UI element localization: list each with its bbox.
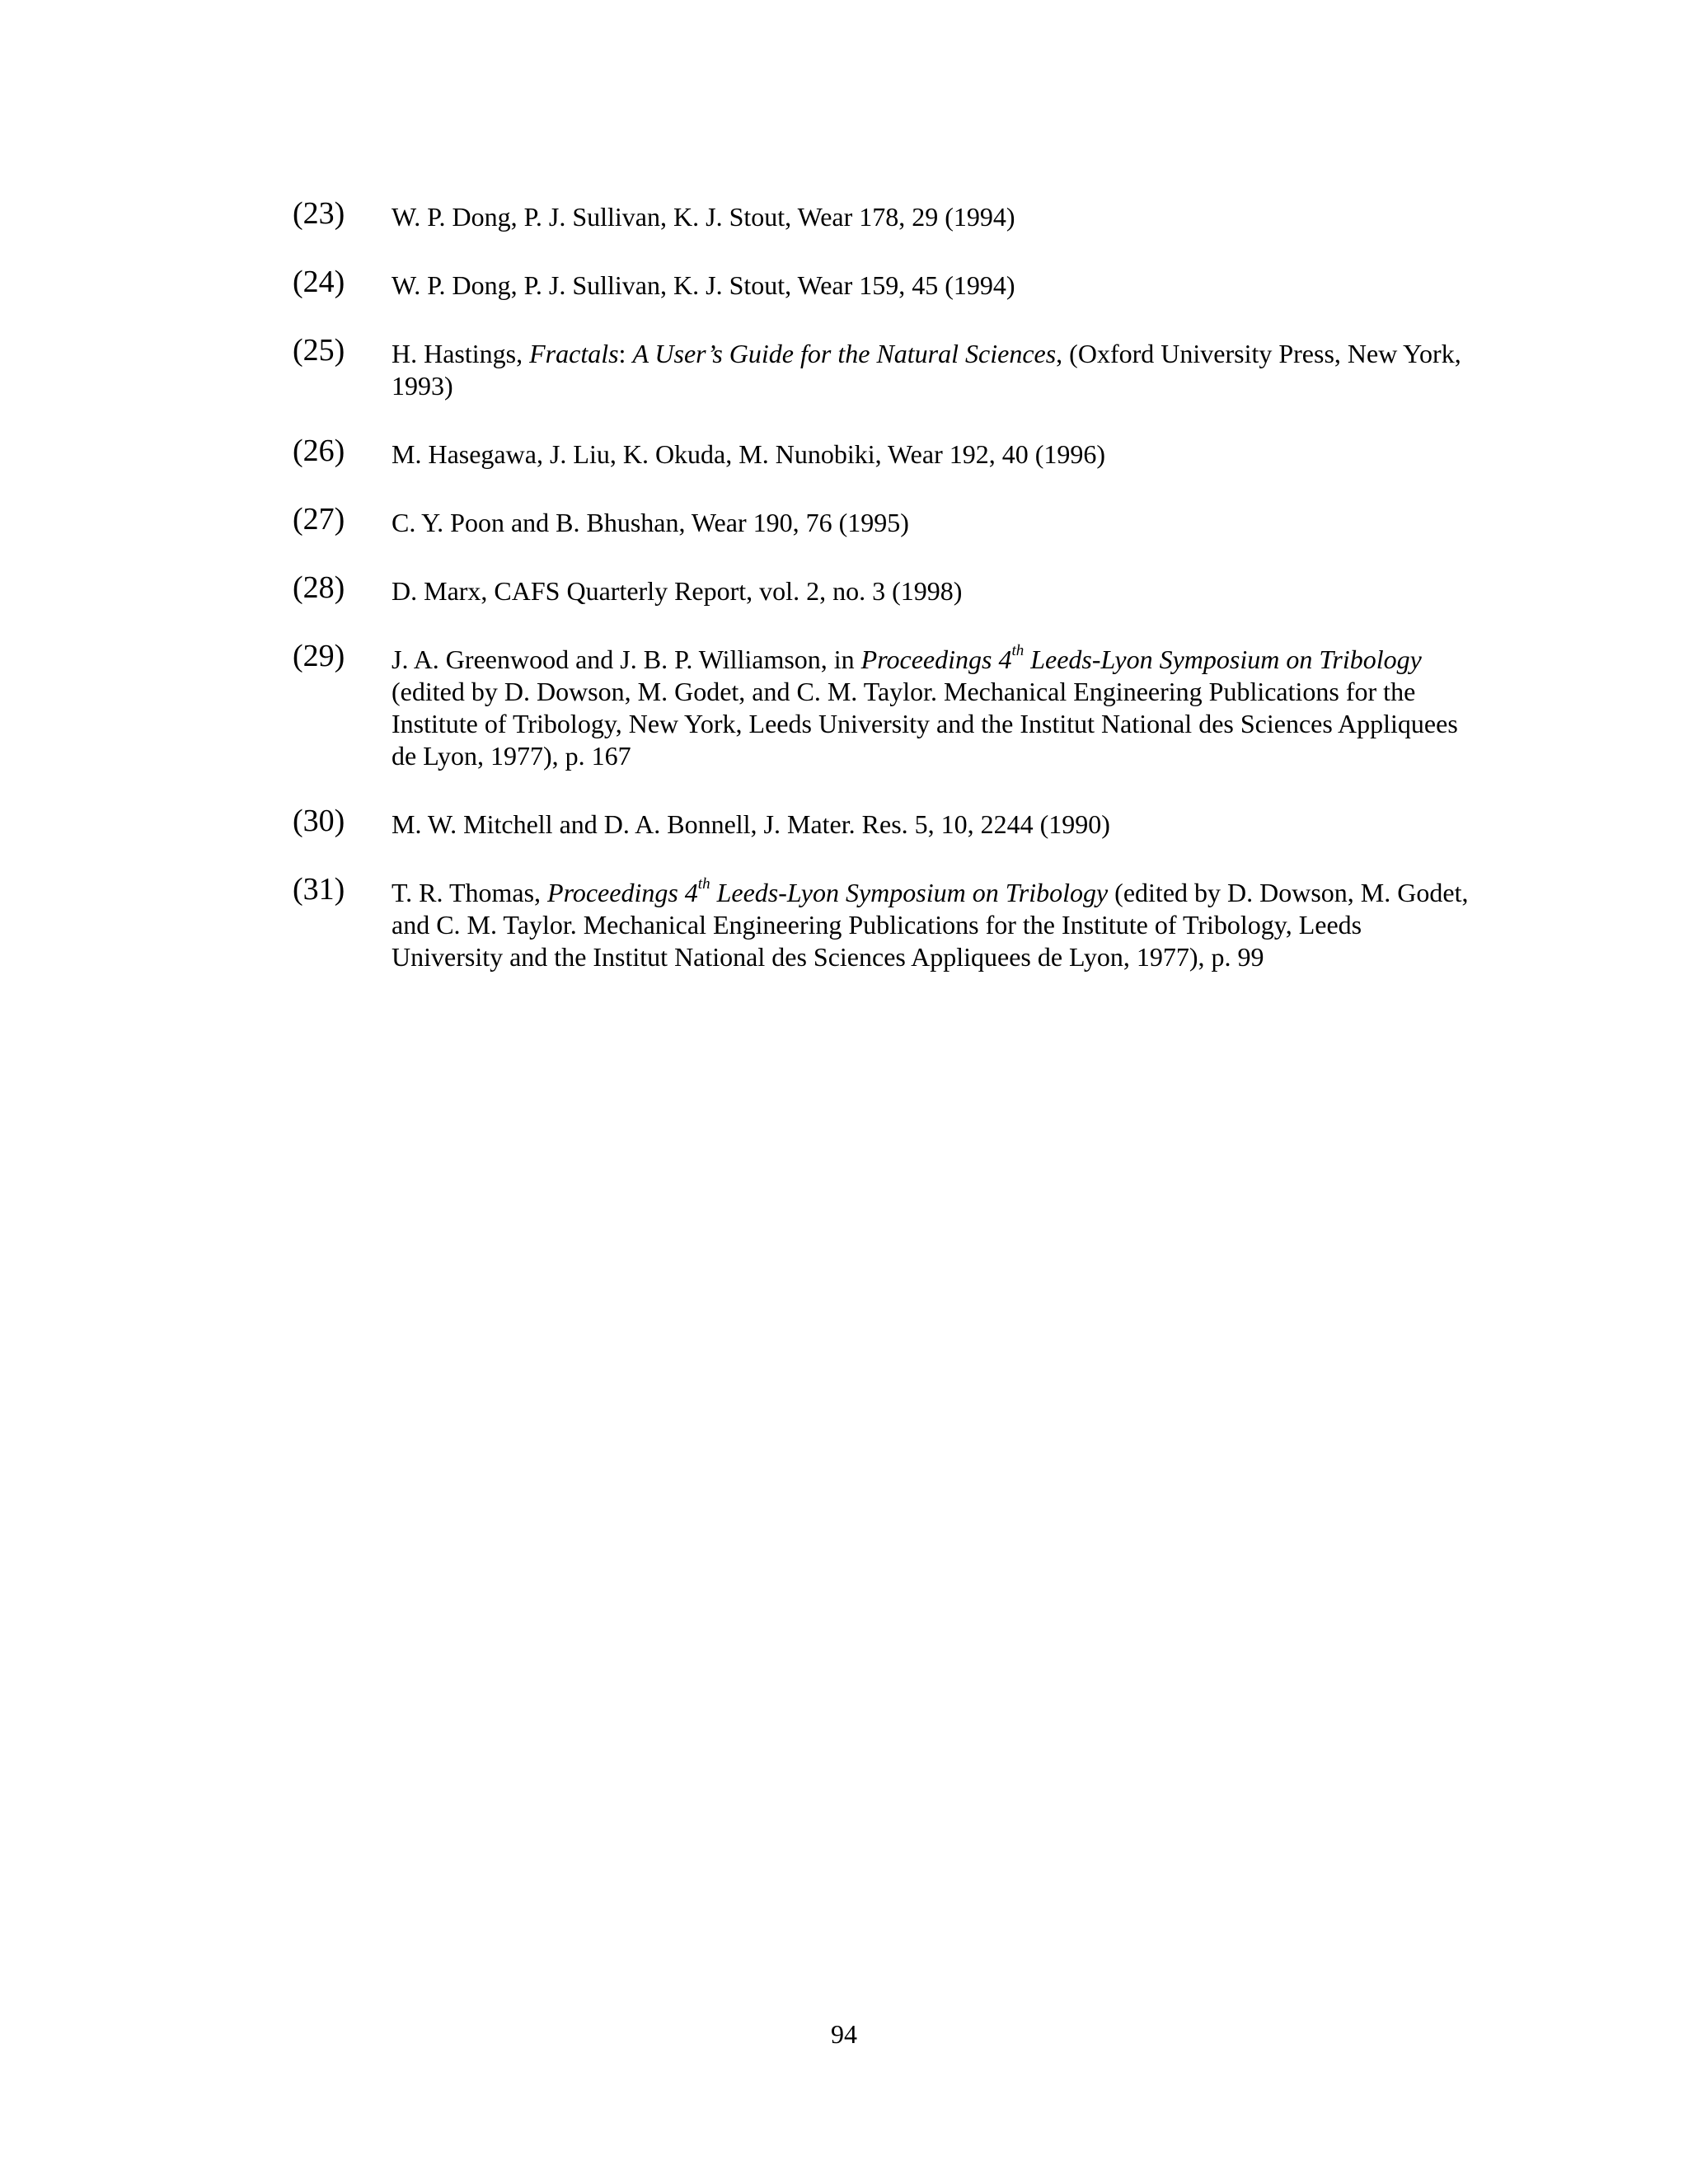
reference-list	[293, 196, 1479, 1005]
reference-text	[392, 639, 1479, 772]
reference-number: (27)	[293, 502, 345, 537]
reference-number: (26)	[293, 434, 345, 468]
text-run: C. Y. Poon and B. Bhushan, Wear 190, 76 (1995)	[392, 508, 909, 537]
reference-number: (24)	[293, 265, 345, 299]
reference-number: (29)	[293, 639, 345, 673]
reference-item	[293, 434, 1479, 471]
text-run: M. Hasegawa, J. Liu, K. Okuda, M. Nunobiki, Wear 192, 40 (1996)	[392, 439, 1106, 469]
text-run: :	[618, 339, 633, 368]
reference-text	[392, 804, 1479, 841]
reference-number: (31)	[293, 872, 345, 907]
text-run: T. R. Thomas,	[392, 878, 548, 907]
italic-text: Fractals	[529, 339, 619, 368]
superscript-text: th	[1011, 642, 1025, 660]
italic-text: Leeds-Lyon Symposium on Tribology	[710, 878, 1109, 907]
reference-item	[293, 265, 1479, 302]
text-run: H. Hastings,	[392, 339, 530, 368]
reference-text	[392, 570, 1479, 607]
italic-text: Leeds-Lyon Symposium on Tribology	[1024, 644, 1422, 674]
reference-text	[392, 265, 1479, 302]
text-run: D. Marx, CAFS Quarterly Report, vol. 2, no. 3 (1998)	[392, 576, 963, 606]
italic-text: Proceedings 4	[547, 878, 698, 907]
reference-item	[293, 639, 1479, 772]
italic-text: A User’s Guide for the Natural Sciences	[632, 339, 1057, 368]
reference-item	[293, 502, 1479, 539]
reference-number: (30)	[293, 804, 345, 838]
reference-text	[392, 872, 1479, 973]
superscript-text: th	[697, 875, 710, 893]
reference-text	[392, 502, 1479, 539]
text-run: W. P. Dong, P. J. Sullivan, K. J. Stout, Wear 159, 45 (1994)	[392, 270, 1015, 300]
text-run: (edited by D. Dowson, M. Godet, and C. M. Taylor. Mechanical Engineering Publications for the Institute of Tribology, Leeds University and the Institut National des Sciences Appliquees de Lyon, 1977), p. 99	[392, 878, 1469, 972]
reference-number: (23)	[293, 196, 345, 231]
reference-text	[392, 434, 1479, 471]
reference-number: (28)	[293, 570, 345, 605]
text-run: W. P. Dong, P. J. Sullivan, K. J. Stout, Wear 178, 29 (1994)	[392, 202, 1015, 232]
reference-item	[293, 333, 1479, 402]
text-run: , (Oxford University Press, New York, 1993)	[392, 339, 1461, 401]
reference-item	[293, 570, 1479, 607]
reference-number: (25)	[293, 333, 345, 368]
reference-item	[293, 872, 1479, 973]
reference-text	[392, 333, 1479, 402]
text-run: (edited by D. Dowson, M. Godet, and C. M. Taylor. Mechanical Engineering Publications for the Institute of Tribology, New York, Leeds University and the Institut National des Sciences Appliquees de Lyon, 1977), p. 167	[392, 677, 1458, 771]
page-number: 94	[831, 2019, 857, 2049]
reference-item	[293, 804, 1479, 841]
reference-text	[392, 196, 1479, 233]
reference-item	[293, 196, 1479, 233]
text-run: M. W. Mitchell and D. A. Bonnell, J. Mater. Res. 5, 10, 2244 (1990)	[392, 809, 1110, 839]
text-run: J. A. Greenwood and J. B. P. Williamson, in	[392, 644, 861, 674]
italic-text: Proceedings 4	[860, 644, 1012, 674]
